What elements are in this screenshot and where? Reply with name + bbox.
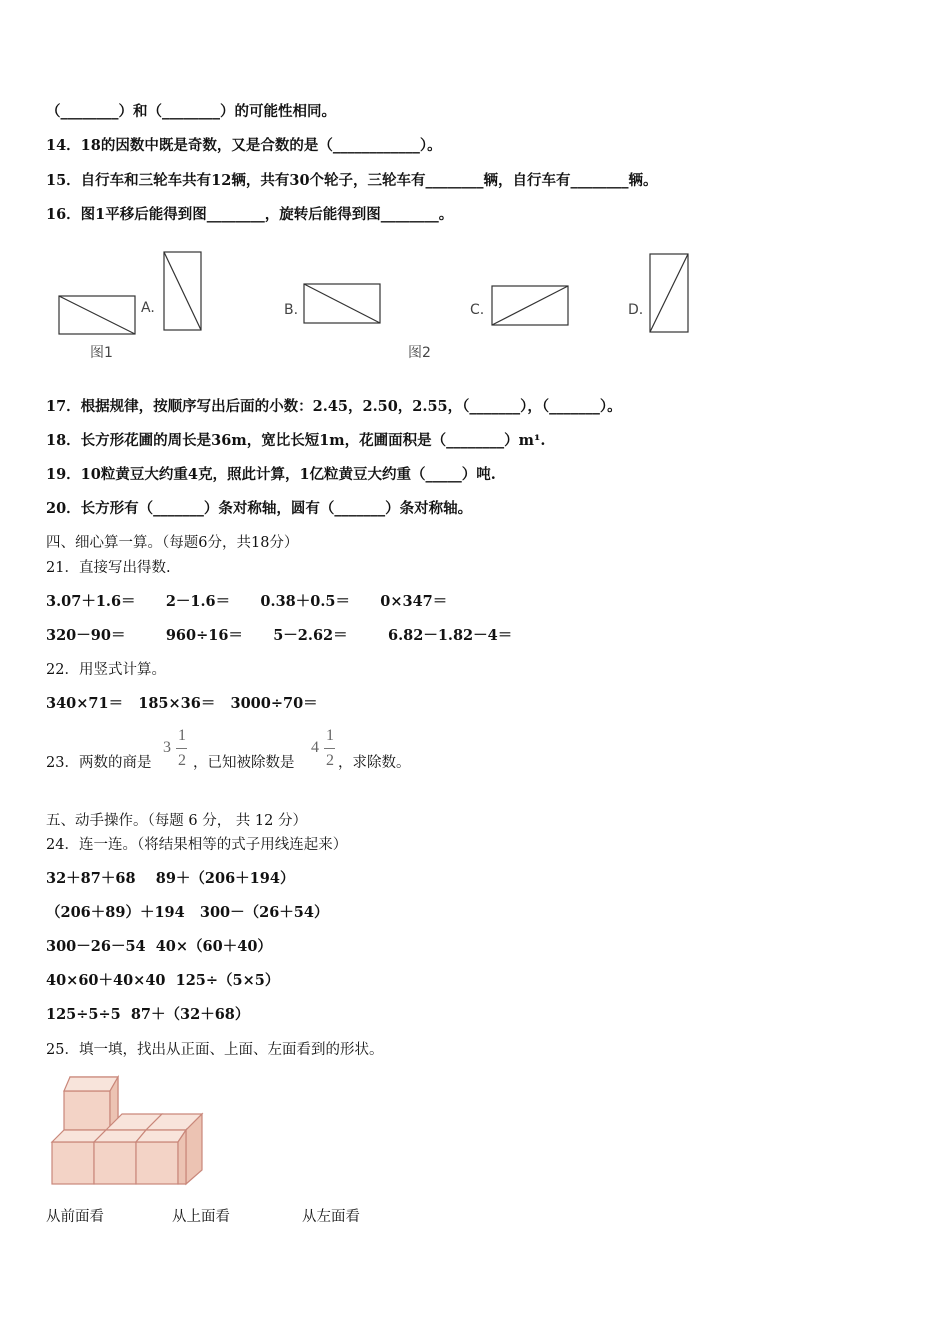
q16: 16．图1平移后能得到图________，旋转后能得到图________。 (46, 206, 454, 223)
view-front-label: 从前面看 (46, 1209, 104, 1225)
q22: 22．用竖式计算。 (46, 662, 166, 678)
q23-suffix: ，求除数。 (338, 755, 411, 771)
view-top-label: 从上面看 (172, 1209, 230, 1225)
q22-row: 340×71＝ 185×36＝ 3000÷70＝ (46, 695, 318, 712)
q21: 21．直接写出得数. (46, 560, 171, 576)
q21-row1: 3.07＋1.6＝ 2－1.6＝ 0.38＋0.5＝ 0×347＝ (46, 593, 448, 610)
q19: 19．10粒黄豆大约重4克，照此计算，1亿粒黄豆大约重（_____）吨. (46, 466, 496, 483)
q21-row2: 320－90＝ 960÷16＝ 5－2.62＝ 6.82－1.82－4＝ (46, 627, 513, 644)
q18: 18．长方形花圃的周长是36m，宽比长短1m，花圃面积是（________）m¹. (46, 432, 546, 449)
option-a-label: A. (141, 300, 155, 316)
q13-tail: （________）和（________）的可能性相同。 (46, 103, 336, 120)
q24-row4: 40×60＋40×40 125÷（5×5） (46, 972, 280, 989)
q14: 14．18的因数中既是奇数，又是合数的是（____________）。 (46, 137, 442, 154)
option-b-label: B. (284, 302, 299, 318)
q15: 15．自行车和三轮车共有12辆，共有30个轮子，三轮车有________辆，自行车有________辆。 (46, 172, 658, 189)
q24-row1: 32＋87＋68 89＋（206＋194） (46, 870, 295, 887)
q23-middle: ，已知被除数是 (193, 755, 295, 771)
section-5-heading: 五、动手操作。（每题 6 分， 共 12 分） (46, 813, 307, 829)
figure-2-caption: 图2 (408, 345, 431, 361)
option-c-label: C. (470, 302, 485, 318)
option-d-label: D. (628, 302, 644, 318)
q24-row2: （206＋89）＋194 300－（26＋54） (46, 904, 329, 921)
q24-row3: 300－26－54 40×（60＋40） (46, 938, 272, 955)
figure-1-caption: 图1 (90, 345, 113, 361)
view-left-label: 从左面看 (302, 1209, 360, 1225)
q25: 25．填一填，找出从正面、上面、左面看到的形状。 (46, 1042, 384, 1058)
q20: 20．长方形有（_______）条对称轴，圆有（_______）条对称轴。 (46, 500, 473, 517)
q17: 17．根据规律，按顺序写出后面的小数：2.45，2.50，2.55，（_______），（_______）。 (46, 398, 622, 415)
q23-prefix: 23．两数的商是 (46, 755, 152, 771)
section-4-heading: 四、细心算一算。（每题6分，共18分） (46, 535, 299, 551)
q24-row5: 125÷5÷5 87＋（32＋68） (46, 1006, 250, 1023)
cube-stack-figure (46, 1072, 216, 1192)
q24: 24．连一连。（将结果相等的式子用线连起来） (46, 837, 348, 853)
